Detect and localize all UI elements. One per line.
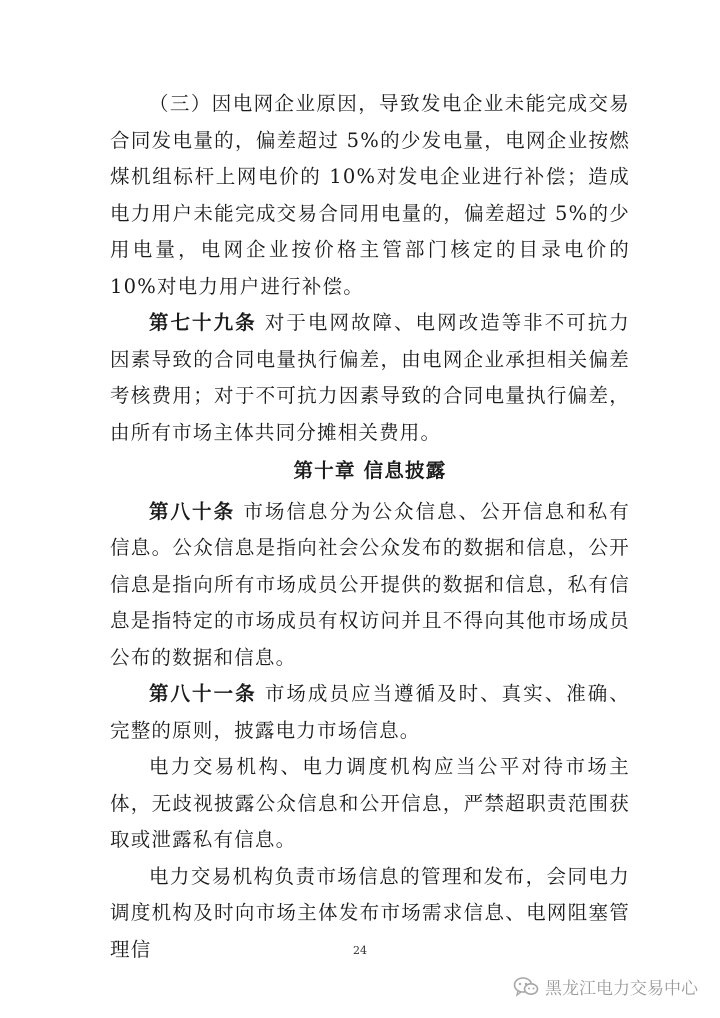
article-number: 第八十条: [149, 499, 236, 523]
watermark-text: 黑龙江电力交易中心: [545, 979, 698, 999]
paragraph-text: 市场成员应当遵循及时、真实、准确、完整的原则，披露电力市场信息。: [110, 682, 630, 742]
wechat-icon: [513, 976, 539, 998]
paragraph: [110, 494, 630, 677]
paragraph-text: 市场信息分为公众信息、公开信息和私有信息。公众信息是指向社会公众发布的数据和信息，公开信息是指向所有市场成员公开提供的数据和信息，私有信息是指特定的市场成员有权访问并且不得向其他市场成员公布的数据和信息。: [110, 499, 630, 669]
paragraph-text: 电力交易机构负责市场信息的管理和发布，会同电力调度机构及时向市场主体发布市场需求信息、电网阻塞管理信: [110, 864, 630, 961]
paragraph: [110, 676, 630, 749]
paragraph: [110, 749, 630, 859]
page-number: 24: [353, 944, 367, 957]
article-number: 第七十九条: [149, 311, 257, 334]
document-body: [110, 86, 630, 968]
paragraph: [110, 305, 630, 451]
watermark: [513, 974, 698, 999]
article-number: 第八十一条: [149, 682, 257, 705]
paragraph: [110, 86, 630, 305]
paragraph-text: 电力交易机构、电力调度机构应当公平对待市场主体，无歧视披露公众信息和公开信息，严禁超职责范围获取或泄露私有信息。: [110, 755, 630, 851]
chapter-title: 第十章 信息披露: [293, 459, 447, 482]
paragraph-text: 对于电网故障、电网改造等非不可抗力因素导致的合同电量执行偏差，由电网企业承担相关偏差考核费用；对于不可抗力因素导致的合同电量执行偏差，由所有市场主体共同分摊相关费用。: [110, 311, 630, 444]
paragraph-text: （三）因电网企业原因，导致发电企业未能完成交易合同发电量的，偏差超过 5%的少发电量，电网企业按燃煤机组标杆上网电价的 10%对发电企业进行补偿；造成电力用户未能完成交易合同用电量的，偏差超过 5%的少用电量，电网企业按价格主管部门核定的目录电价的 10%对电力用户进行补偿。: [110, 92, 630, 298]
